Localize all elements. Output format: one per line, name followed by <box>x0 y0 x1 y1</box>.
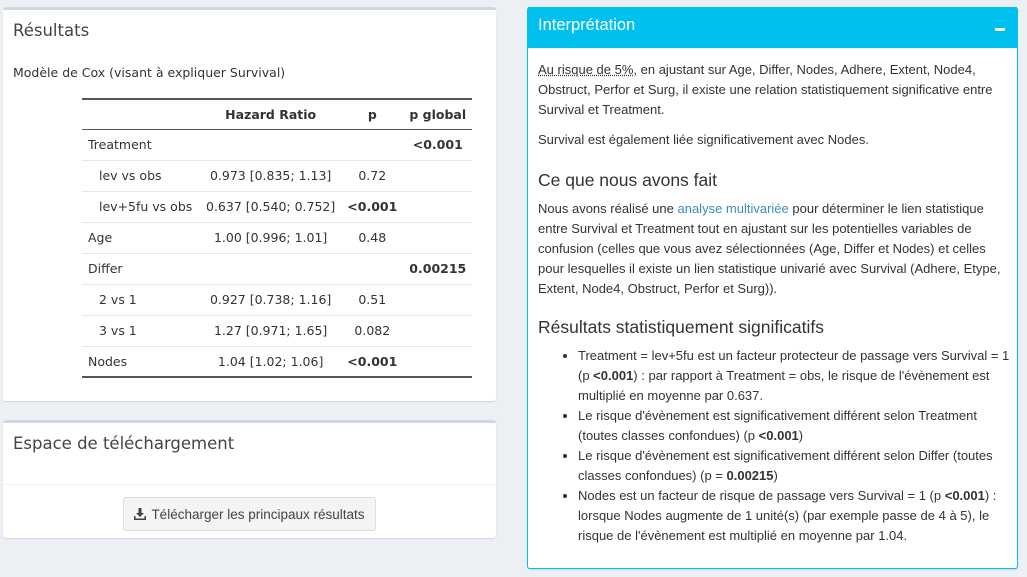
method-paragraph: Nous avons réalisé une analyse multivariée pour déterminer le lien statistique entre Survival et Treatment tout en ajustant sur les potentielles variables de confusion (celles que vous avez sélectionnées (Age, Differ et Nodes) et celles pour lesquelles il existe un lien statistique univarié avec Survival (Adhere, Etype, Extent, Node4, Obstruct, Perfor et Surg)). <box>538 201 1001 296</box>
list-item: • Nodes est un facteur de risque de passage vers Survival = 1 (p <0.001) : lorsque Nodes augmente de 1 unité(s) (par exemple passe de 4 à 5), le risque de l'évènement est multiplié en moyenne par 1.04. <box>578 486 1010 546</box>
row-pglobal <box>403 315 472 346</box>
table-row <box>82 346 472 377</box>
row-p: 0.72 <box>341 160 403 191</box>
table-row <box>82 129 472 160</box>
table-row <box>82 191 472 222</box>
download-icon <box>134 508 146 520</box>
interpretation-header <box>528 7 1017 48</box>
secondary-finding: Survival est également liée significativement avec Nodes. <box>538 132 869 147</box>
row-hr: 0.973 [0.835; 1.13] <box>200 160 341 191</box>
row-pglobal: <0.001 <box>412 137 463 152</box>
collapse-button[interactable] <box>993 20 1007 34</box>
row-pglobal <box>403 346 472 377</box>
summary-paragraph: Au risque de 5%, en ajustant sur Age, Differ, Nodes, Adhere, Extent, Node4, Obstruct, Perfor et Surg, il existe une relation statistiquement significative entre Survival et Treatment. <box>538 62 993 117</box>
list-item: • Le risque d'évènement est significativement différent selon Differ (toutes classes confondues) (p = 0.00215) <box>578 446 1010 486</box>
interpretation-box <box>527 7 1018 569</box>
row-label: lev vs obs <box>82 160 200 191</box>
row-p: <0.001 <box>341 191 403 222</box>
download-box <box>3 420 496 538</box>
download-button-label: Télécharger les principaux résultats <box>151 506 365 522</box>
significant-results-list <box>538 346 1010 546</box>
row-p: <0.001 <box>341 346 403 377</box>
divider <box>3 484 496 485</box>
row-pglobal <box>403 160 472 191</box>
table-header-row <box>82 99 472 129</box>
row-label: lev+5fu vs obs <box>82 191 200 222</box>
table-row <box>82 315 472 346</box>
table-row <box>82 160 472 191</box>
interpretation-title: Interprétation <box>538 16 636 34</box>
row-p: 0.48 <box>341 222 403 253</box>
download-title: Espace de téléchargement <box>13 434 235 453</box>
row-hr: 0.927 [0.738; 1.16] <box>200 284 341 315</box>
multivariate-analysis-link[interactable]: analyse multivariée <box>677 201 789 216</box>
results-table <box>82 98 472 378</box>
col-header-label <box>82 99 200 129</box>
interpretation-body <box>538 60 1010 546</box>
row-hr: 1.27 [0.971; 1.65] <box>200 315 341 346</box>
row-label: Nodes <box>82 346 200 377</box>
row-label: Treatment <box>88 137 152 152</box>
results-box <box>3 7 496 401</box>
row-hr <box>200 253 341 284</box>
row-hr: 0.637 [0.540; 0.752] <box>200 191 341 222</box>
table-row <box>82 222 472 253</box>
row-label: Differ <box>82 253 200 284</box>
row-label: Age <box>82 222 200 253</box>
row-p: 0.51 <box>341 284 403 315</box>
col-header-p: p <box>341 99 403 129</box>
row-hr: 1.04 [1.02; 1.06] <box>200 346 341 377</box>
model-subtitle: Modèle de Cox (visant à expliquer Survival) <box>13 65 286 80</box>
row-pglobal: 0.00215 <box>403 253 472 284</box>
row-label: 2 vs 1 <box>82 284 200 315</box>
row-pglobal <box>403 222 472 253</box>
list-item: • Le risque d'évènement est significativement différent selon Treatment (toutes classes confondues) (p <0.001) <box>578 406 1010 446</box>
col-header-hazard-ratio: Hazard Ratio <box>200 99 341 129</box>
row-p <box>341 253 403 284</box>
table-row <box>82 284 472 315</box>
row-p: 0.082 <box>341 315 403 346</box>
section-heading-significant: Résultats statistiquement significatifs <box>538 317 824 337</box>
row-hr: 1.00 [0.996; 1.01] <box>200 222 341 253</box>
results-title: Résultats <box>13 21 90 40</box>
row-p <box>341 129 403 160</box>
list-item: • Treatment = lev+5fu est un facteur protecteur de passage vers Survival = 1 (p <0.001) : par rapport à Treatment = obs, le risque de l'évènement est multiplié en moyenne par 0.637. <box>578 346 1010 406</box>
col-header-p-global: p global <box>403 99 472 129</box>
minus-icon <box>995 28 1005 31</box>
download-results-button[interactable] <box>123 497 376 531</box>
section-heading-done: Ce que nous avons fait <box>538 170 718 190</box>
row-pglobal <box>403 284 472 315</box>
table-row <box>82 253 472 284</box>
row-pglobal <box>403 191 472 222</box>
row-hr <box>200 129 341 160</box>
risk-level-term[interactable]: Au risque de 5%, <box>538 62 638 77</box>
row-label: 3 vs 1 <box>82 315 200 346</box>
